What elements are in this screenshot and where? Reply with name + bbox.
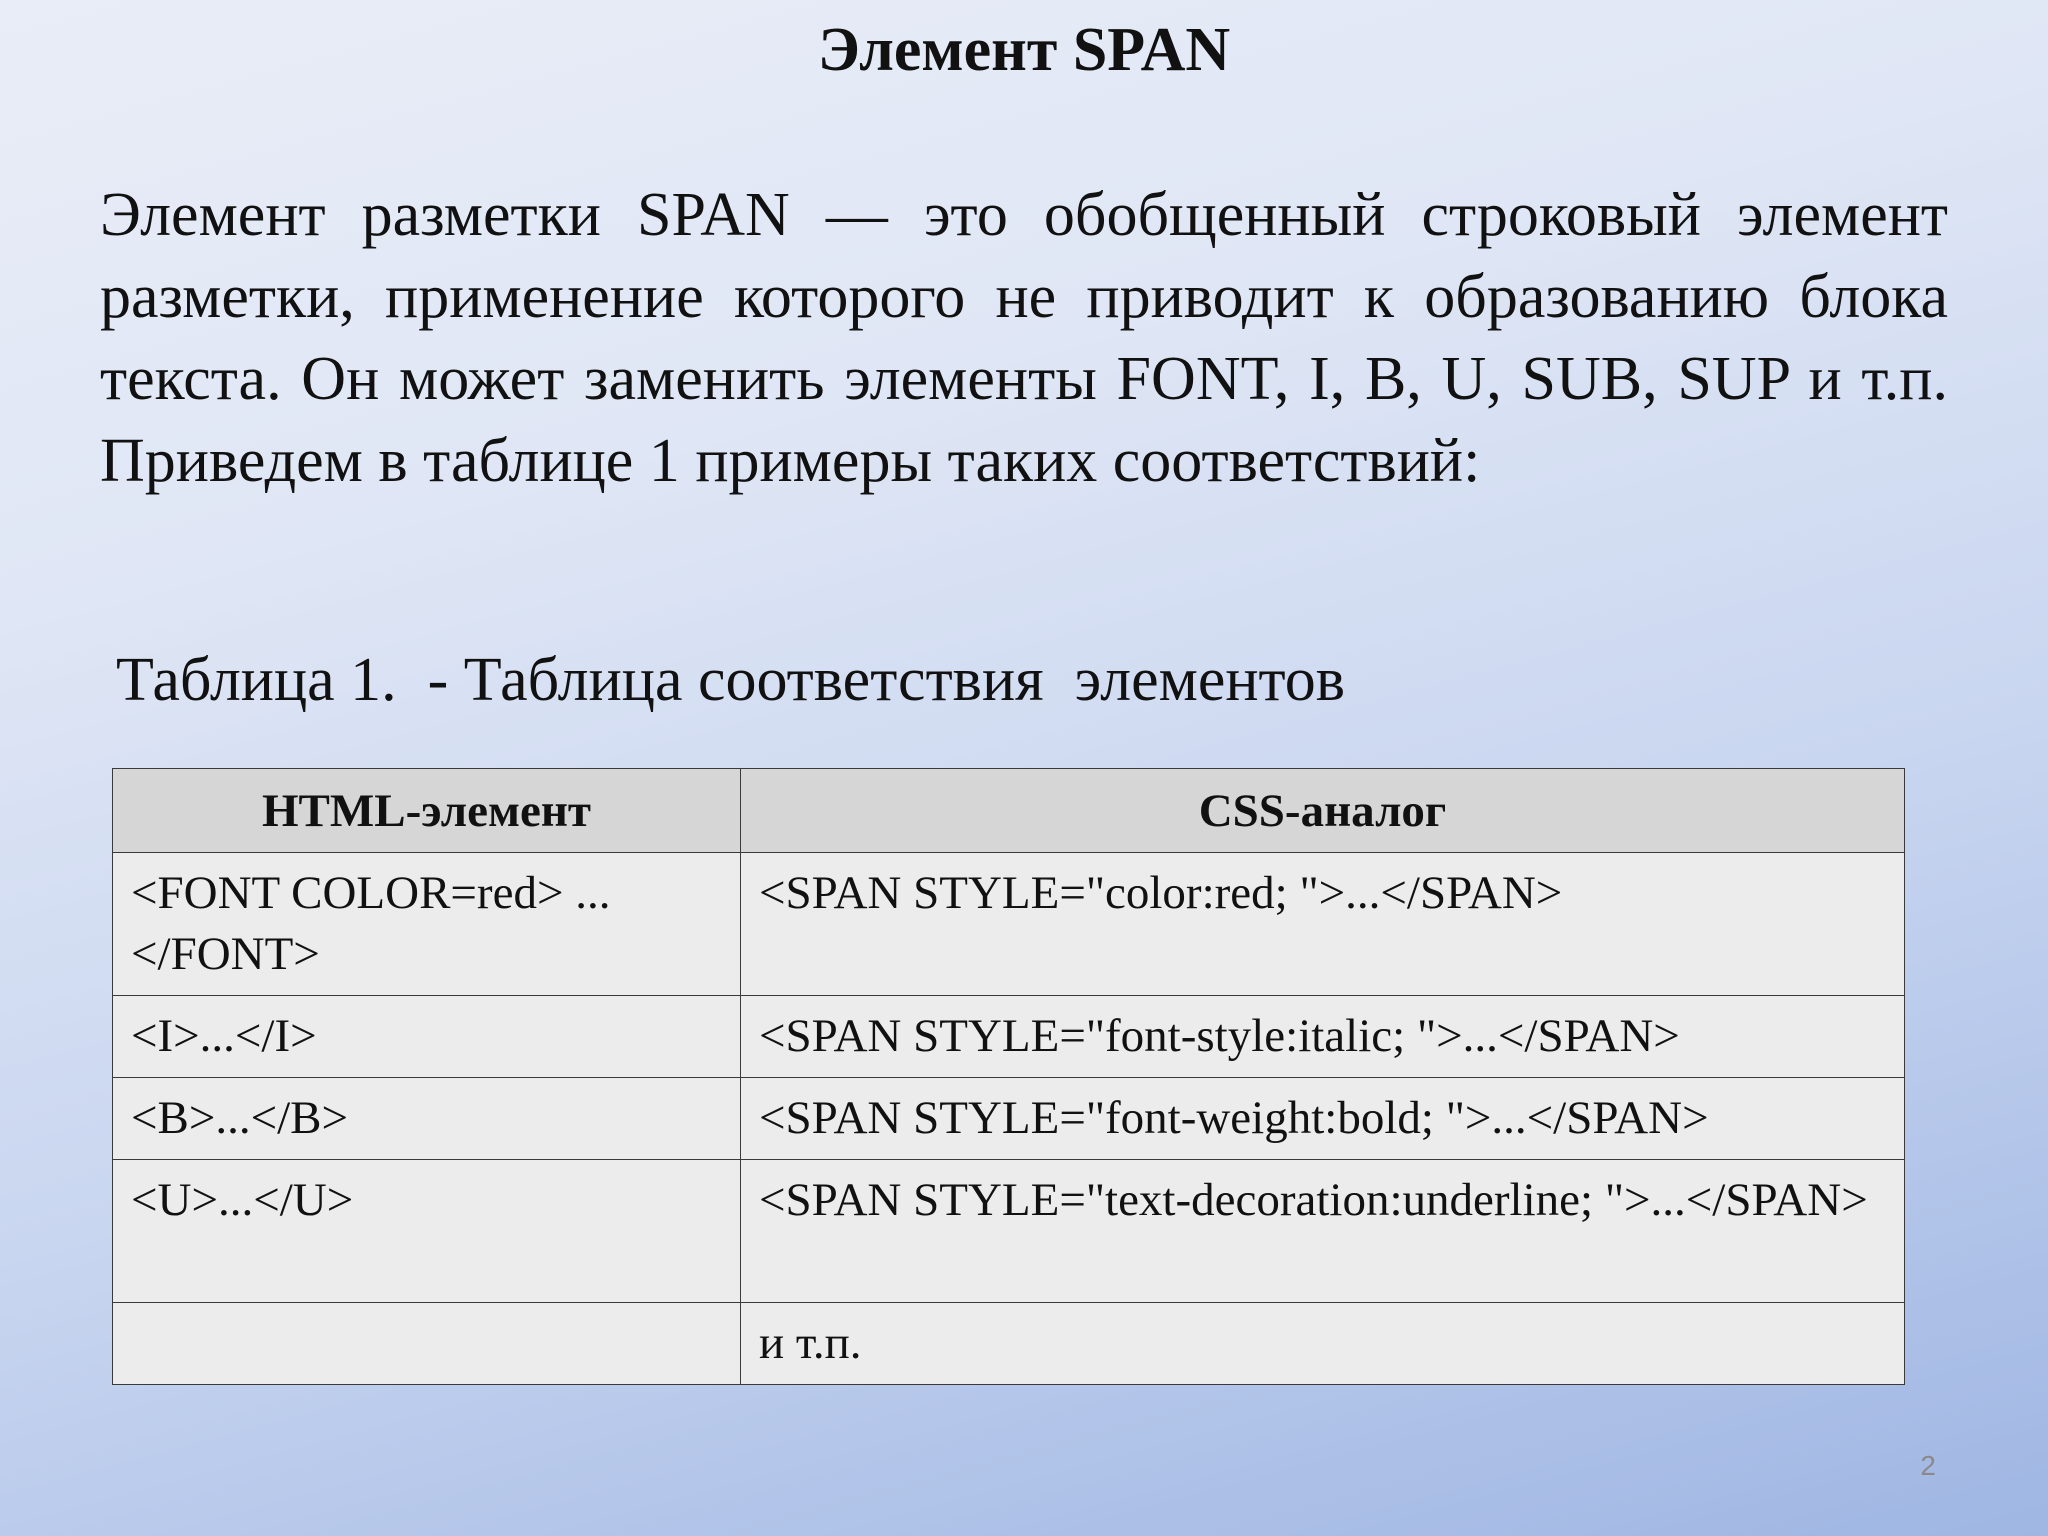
table-header-row — [113, 769, 1905, 853]
slide-title: Элемент SPAN — [817, 16, 1231, 84]
html-element-cell: <FONT COLOR=red> ...</FONT> — [113, 853, 741, 996]
css-analog-cell: <SPAN STYLE="font-style:italic; ">...</SPAN> — [741, 996, 1905, 1078]
table-row — [113, 1160, 1905, 1303]
header-html-element: HTML-элемент — [113, 769, 741, 853]
table-row — [113, 996, 1905, 1078]
table-row — [113, 1078, 1905, 1160]
html-element-cell: <B>...</B> — [113, 1078, 741, 1160]
table-row — [113, 1303, 1905, 1385]
header-css-analog: CSS-аналог — [741, 769, 1905, 853]
css-analog-cell: и т.п. — [741, 1303, 1905, 1385]
html-element-cell: <I>...</I> — [113, 996, 741, 1078]
intro-paragraph: Элемент разметки SPAN — это обобщенный строковый элемент разметки, применение которого не приводит к образованию блока текста. Он может заменить элементы FONT, I, B, U, SUB, SUP и т.п. Приведем в таблице 1 примеры таких соответствий: — [100, 181, 1948, 495]
css-analog-cell: <SPAN STYLE="font-weight:bold; ">...</SPAN> — [741, 1078, 1905, 1160]
html-element-cell: <U>...</U> — [113, 1160, 741, 1303]
page-number: 2 — [1920, 1450, 1936, 1481]
html-element-cell — [113, 1303, 741, 1385]
table-caption: Таблица 1. - Таблица соответствия элементов — [116, 646, 1346, 714]
correspondence-table — [112, 768, 1905, 1385]
css-analog-cell: <SPAN STYLE="color:red; ">...</SPAN> — [741, 853, 1905, 996]
css-analog-cell: <SPAN STYLE="text-decoration:underline; ">...</SPAN> — [741, 1160, 1905, 1303]
table-row — [113, 853, 1905, 996]
